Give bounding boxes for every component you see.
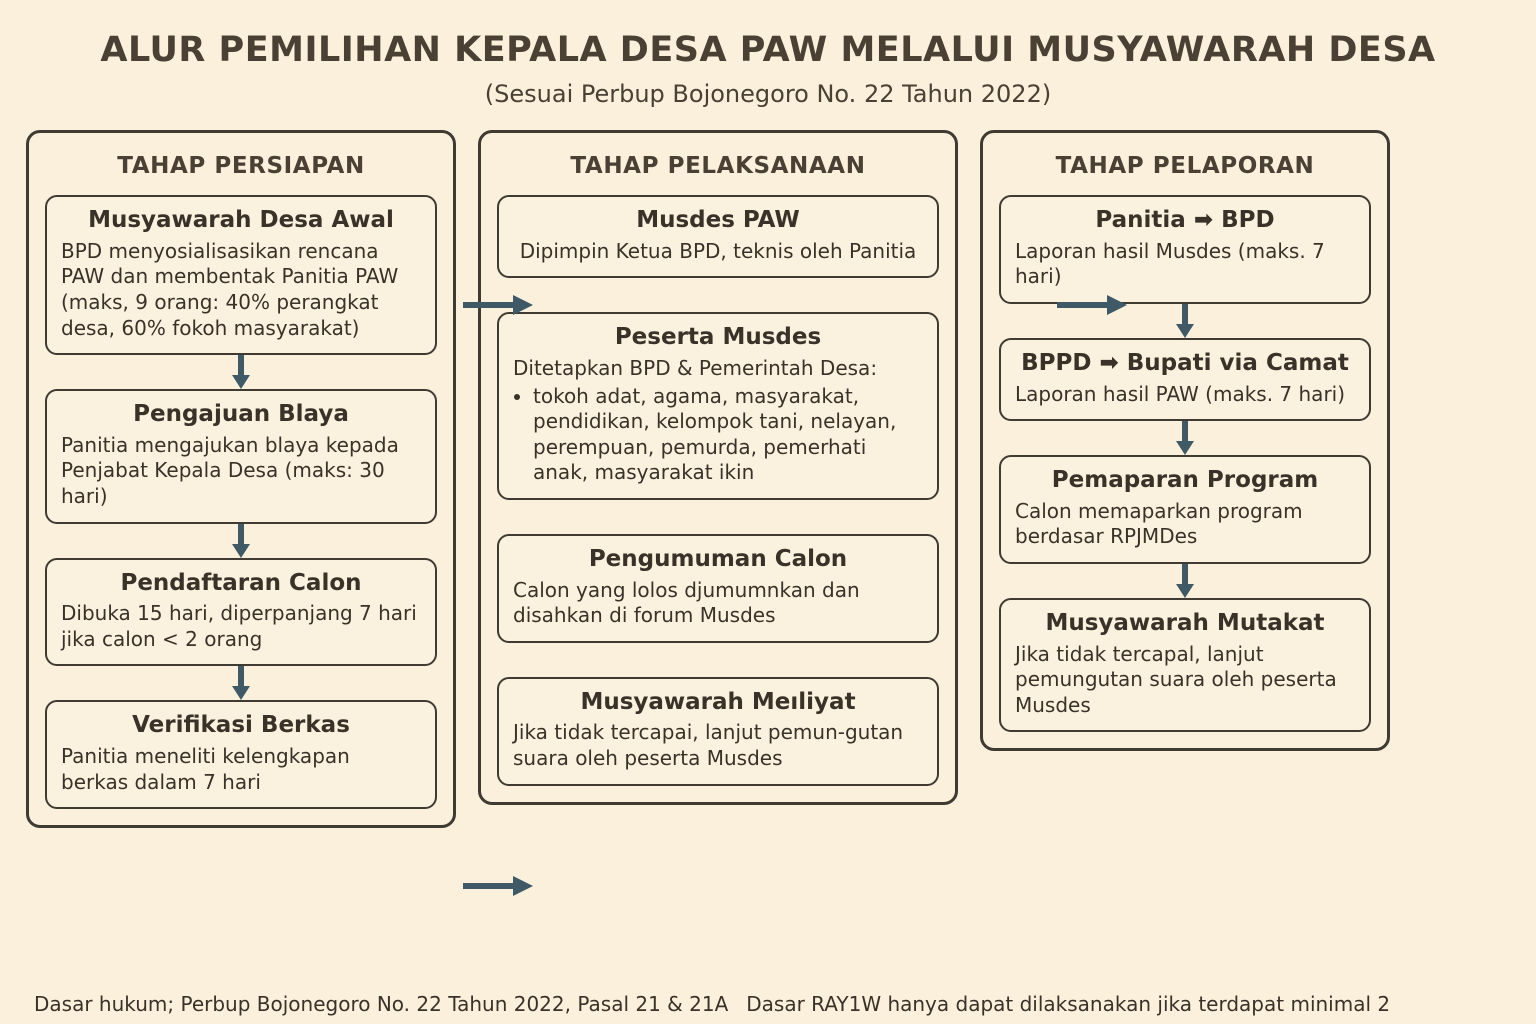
card-body: BPD menyosialisasikan rencana PAW dan membentak Panitia PAW (maks, 9 orang: 40% perangkat desa, 60% fokoh masyarakat) [61,238,399,340]
stage-column-persiapan [26,130,456,828]
card-title: Pengumuman Calon [588,546,848,572]
card-panitia-ke-bpd[interactable] [999,195,1371,304]
spacer-gap [497,278,939,312]
card-body: Panitia meneliti kelengkapan berkas dalam 7 hari [61,743,350,794]
card-title: Peserta Musdes [614,324,822,351]
card-title: Panitia ➡ BPD [1095,207,1275,234]
card-body: Dipimpin Ketua BPD, teknis oleh Panitia [519,238,917,263]
arrow-right-icon-pelaksanaan-to-pelaporan [1057,292,1127,318]
stage-heading-pelaksanaan: TAHAP PELAKSANAAN [570,153,866,180]
spacer-gap [497,643,939,677]
card-pemaparan-program[interactable] [999,455,1371,564]
arrow-down-icon [45,524,437,558]
card-title: Pendaftaran Calon [120,569,362,596]
card-body: Laporan hasil Musdes (maks. 7 hari) [1015,238,1325,289]
stage-heading-persiapan: TAHAP PERSIAPAN [117,153,365,180]
card-bppd-ke-bupati[interactable] [999,338,1371,421]
stage-heading-pelaporan: TAHAP PELAPORAN [1055,153,1315,180]
card-body: Jika tidak tercapal, lanjut pemungutan suara oleh peserta Musdes [1015,641,1337,717]
arrow-down-icon [45,666,437,700]
flow-columns [0,108,1536,828]
card-pendaftaran-calon[interactable] [45,558,437,667]
card-bullet-list [513,384,923,486]
card-musyawarah-mufakat-pelaporan[interactable] [999,598,1371,732]
arrow-down-icon [999,304,1371,338]
card-title: Pengajuan Blaya [133,401,349,428]
page-subtitle: (Sesuai Perbup Bojonegoro No. 22 Tahun 2022) [484,80,1052,109]
card-body: Jika tidak tercapai, lanjut pemun-gutan suara oleh peserta Musdes [513,720,904,770]
list-item: • tokoh adat, agama, masyarakat, pendidikan, kelompok tani, nelayan, perempuan, pemurda, pemerhati anak, masyarakat ikin [533,384,923,486]
card-musyawarah-desa-awal[interactable] [45,195,437,355]
page-title: ALUR PEMILIHAN KEPALA DESA PAW MELALUI MUSYAWARAH DESA [100,30,1436,70]
card-title: Musyawarah Mutakat [1045,610,1325,636]
card-body: Panitia mengajukan blaya kepada Penjabat Kepala Desa (maks: 30 hari) [61,432,399,508]
arrow-down-icon [45,355,437,389]
card-body: Ditetapkan BPD & Pemerintah Desa: [513,356,878,381]
card-title: Pemaparan Program [1051,467,1319,494]
card-body: Calon memaparkan program berdasar RPJMDes [1015,498,1303,549]
card-body: Dibuka 15 hari, diperpanjang 7 hari jika calon < 2 orang [61,601,417,651]
card-title: BPPD ➡ Bupati via Camat [1021,350,1349,377]
card-title: Verifikasi Berkas [132,712,350,739]
card-body: Laporan hasil PAW (maks. 7 hari) [1015,381,1346,406]
card-pengajuan-biaya[interactable] [45,389,437,523]
stage-column-pelaksanaan [478,130,958,804]
card-title: Musyawarah Meıliyat [580,688,856,715]
arrow-down-icon [999,421,1371,455]
arrow-down-icon [999,564,1371,598]
card-title: Musdes PAW [636,207,800,234]
card-musdes-paw[interactable] [497,195,939,278]
arrow-right-icon-persiapan-to-pelaksanaan [463,292,533,318]
card-verifikasi-berkas[interactable] [45,700,437,809]
card-peserta-musdes[interactable] [497,312,939,500]
footer-note: Dasar RAY1W hanya dapat dilaksanakan jika terdapat minimal 2 [746,992,1391,1016]
footer-legal-basis: Dasar hukum; Perbup Bojonegoro No. 22 Tahun 2022, Pasal 21 & 21A [34,992,729,1016]
card-musyawarah-mufakat-pelaksanaan[interactable] [497,677,939,786]
spacer-gap [497,500,939,534]
card-body: Calon yang lolos djumumnkan dan disahkan di forum Musdes [513,577,860,628]
stage-column-pelaporan [980,130,1390,751]
card-pengumuman-calon[interactable] [497,534,939,643]
footer [0,992,1536,1016]
arrow-right-icon-verifikasi-to-musyawarah [463,873,533,899]
card-title: Musyawarah Desa Awal [88,207,394,234]
